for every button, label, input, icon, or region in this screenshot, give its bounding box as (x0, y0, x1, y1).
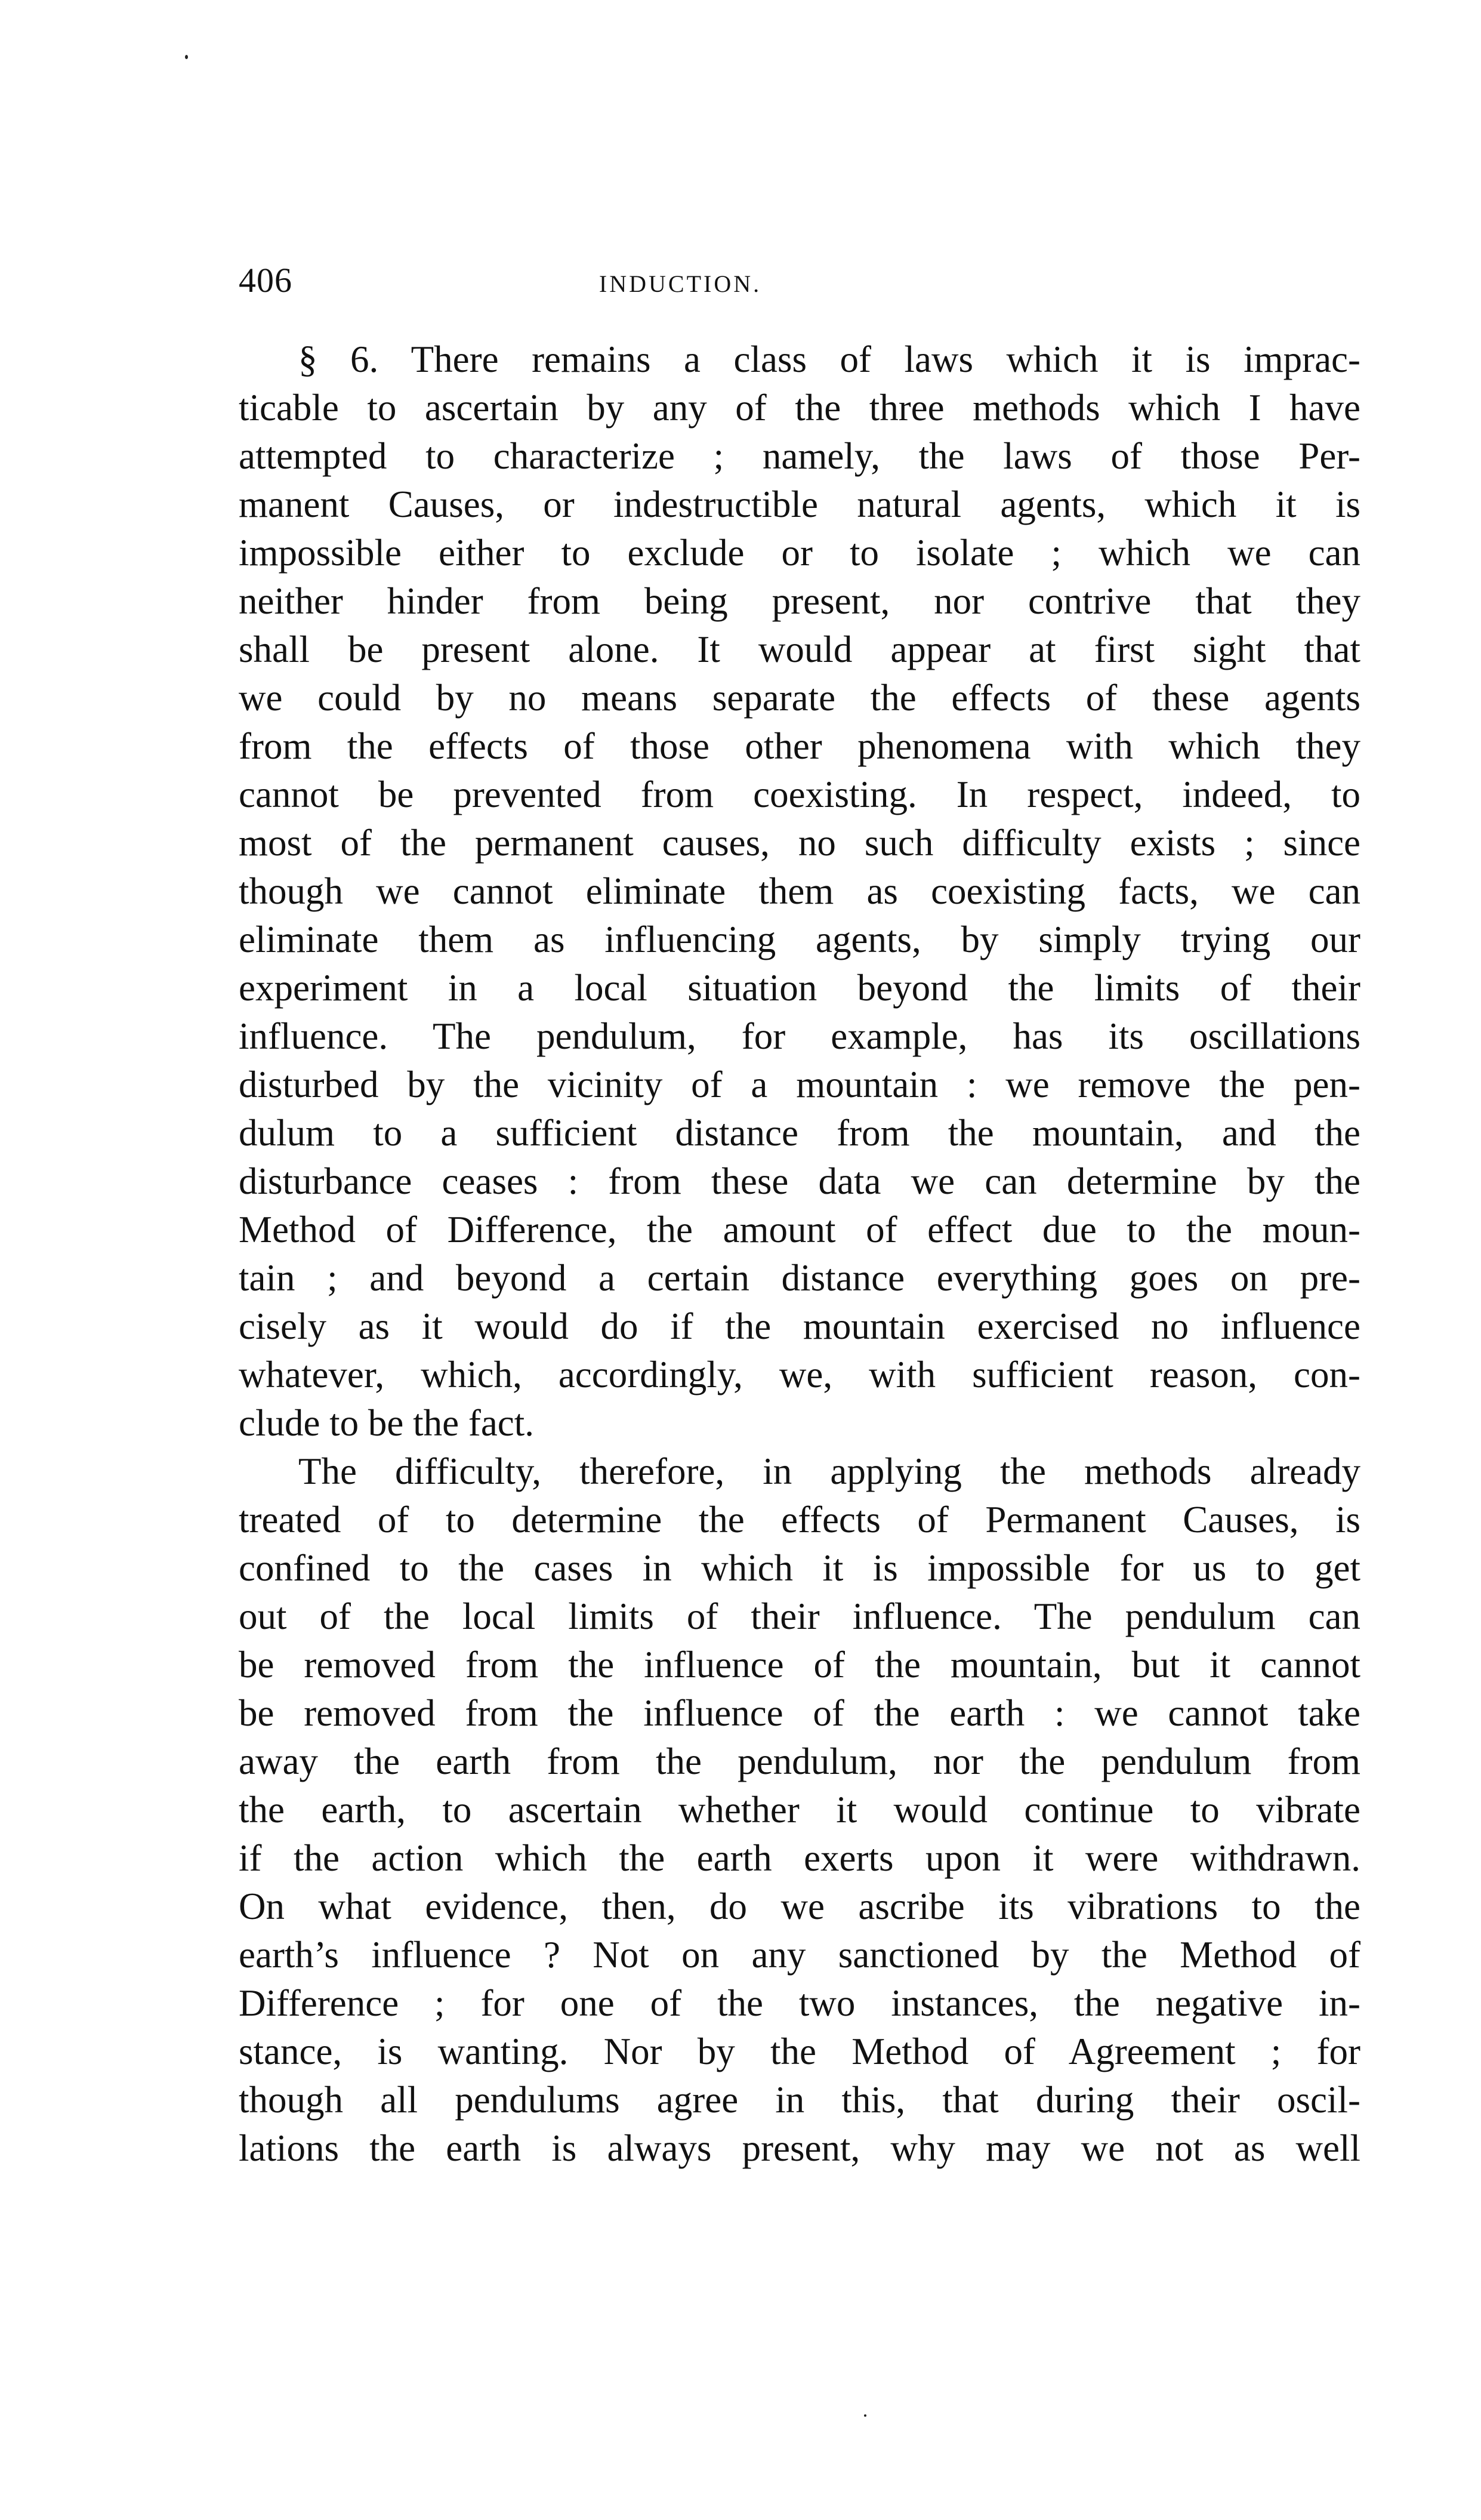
text-line: neither hinder from being present, nor contrive that they (239, 580, 1360, 622)
text-line: tain ; and beyond a certain distance everything goes on pre- (239, 1257, 1360, 1299)
text-line: treated of to determine the effects of Permanent Causes, is (239, 1499, 1360, 1541)
text-line: experiment in a local situation beyond the limits of their (239, 967, 1360, 1009)
text-line: be removed from the influence of the earth : we cannot take (239, 1692, 1360, 1734)
text-line: confined to the cases in which it is impossible for us to get (239, 1547, 1360, 1589)
paragraph-difficulty (239, 1447, 1360, 2173)
text-line: On what evidence, then, do we ascribe its vibrations to the (239, 1886, 1360, 1927)
text-line: clude to be the fact. (239, 1402, 535, 1444)
text-line: lations the earth is always present, why may we not as well (239, 2127, 1360, 2169)
text-line: dulum to a sufficient distance from the mountain, and the (239, 1112, 1360, 1154)
text-line: out of the local limits of their influence. The pendulum can (239, 1595, 1360, 1637)
text-line: disturbance ceases : from these data we can determine by the (239, 1160, 1360, 1202)
running-title: INDUCTION. (598, 270, 762, 297)
text-line: away the earth from the pendulum, nor the pendulum from (239, 1740, 1360, 1782)
scan-speck-bottom (864, 2414, 866, 2417)
page-number: 406 (239, 261, 292, 300)
text-line: Method of Difference, the amount of effect due to the moun- (239, 1209, 1360, 1250)
text-line: The difficulty, therefore, in applying the methods already (298, 1450, 1360, 1492)
page-header (239, 257, 1360, 304)
text-line: § 6. There remains a class of laws which it is imprac- (298, 338, 1360, 380)
text-line: though all pendulums agree in this, that during their oscil- (239, 2079, 1360, 2121)
text-line: most of the permanent causes, no such difficulty exists ; since (239, 822, 1360, 864)
text-line: if the action which the earth exerts upon it were withdrawn. (239, 1837, 1360, 1879)
text-line: attempted to characterize ; namely, the laws of those Per- (239, 435, 1360, 477)
text-line: stance, is wanting. Nor by the Method of Agreement ; for (239, 2031, 1360, 2072)
text-line: from the effects of those other phenomena with which they (239, 725, 1360, 767)
text-line: earth’s influence ? Not on any sanctioned by the Method of (239, 1934, 1360, 1976)
text-line: ticable to ascertain by any of the three methods which I have (239, 387, 1360, 429)
text-line: Difference ; for one of the two instances, the negative in- (239, 1982, 1360, 2024)
text-line: though we cannot eliminate them as coexisting facts, we can (239, 870, 1360, 912)
text-line: eliminate them as influencing agents, by simply trying our (239, 919, 1360, 960)
text-line: shall be present alone. It would appear at first sight that (239, 629, 1360, 670)
text-line: disturbed by the vicinity of a mountain : we remove the pen- (239, 1064, 1360, 1105)
text-line: the earth, to ascertain whether it would continue to vibrate (239, 1789, 1360, 1831)
text-line: be removed from the influence of the mountain, but it cannot (239, 1644, 1360, 1686)
text-line: influence. The pendulum, for example, has its oscillations (239, 1015, 1360, 1057)
text-line: impossible either to exclude or to isolate ; which we can (239, 532, 1360, 574)
paragraph-section-6 (239, 335, 1360, 1447)
body-text (239, 335, 1360, 2173)
text-line: manent Causes, or indestructible natural agents, which it is (239, 483, 1360, 525)
scan-speck-top (185, 55, 188, 59)
text-line: cisely as it would do if the mountain exercised no influence (239, 1305, 1360, 1347)
text-line: we could by no means separate the effects of these agents (239, 677, 1360, 719)
text-line: cannot be prevented from coexisting. In respect, indeed, to (239, 774, 1360, 815)
text-line: whatever, which, accordingly, we, with sufficient reason, con- (239, 1354, 1360, 1395)
